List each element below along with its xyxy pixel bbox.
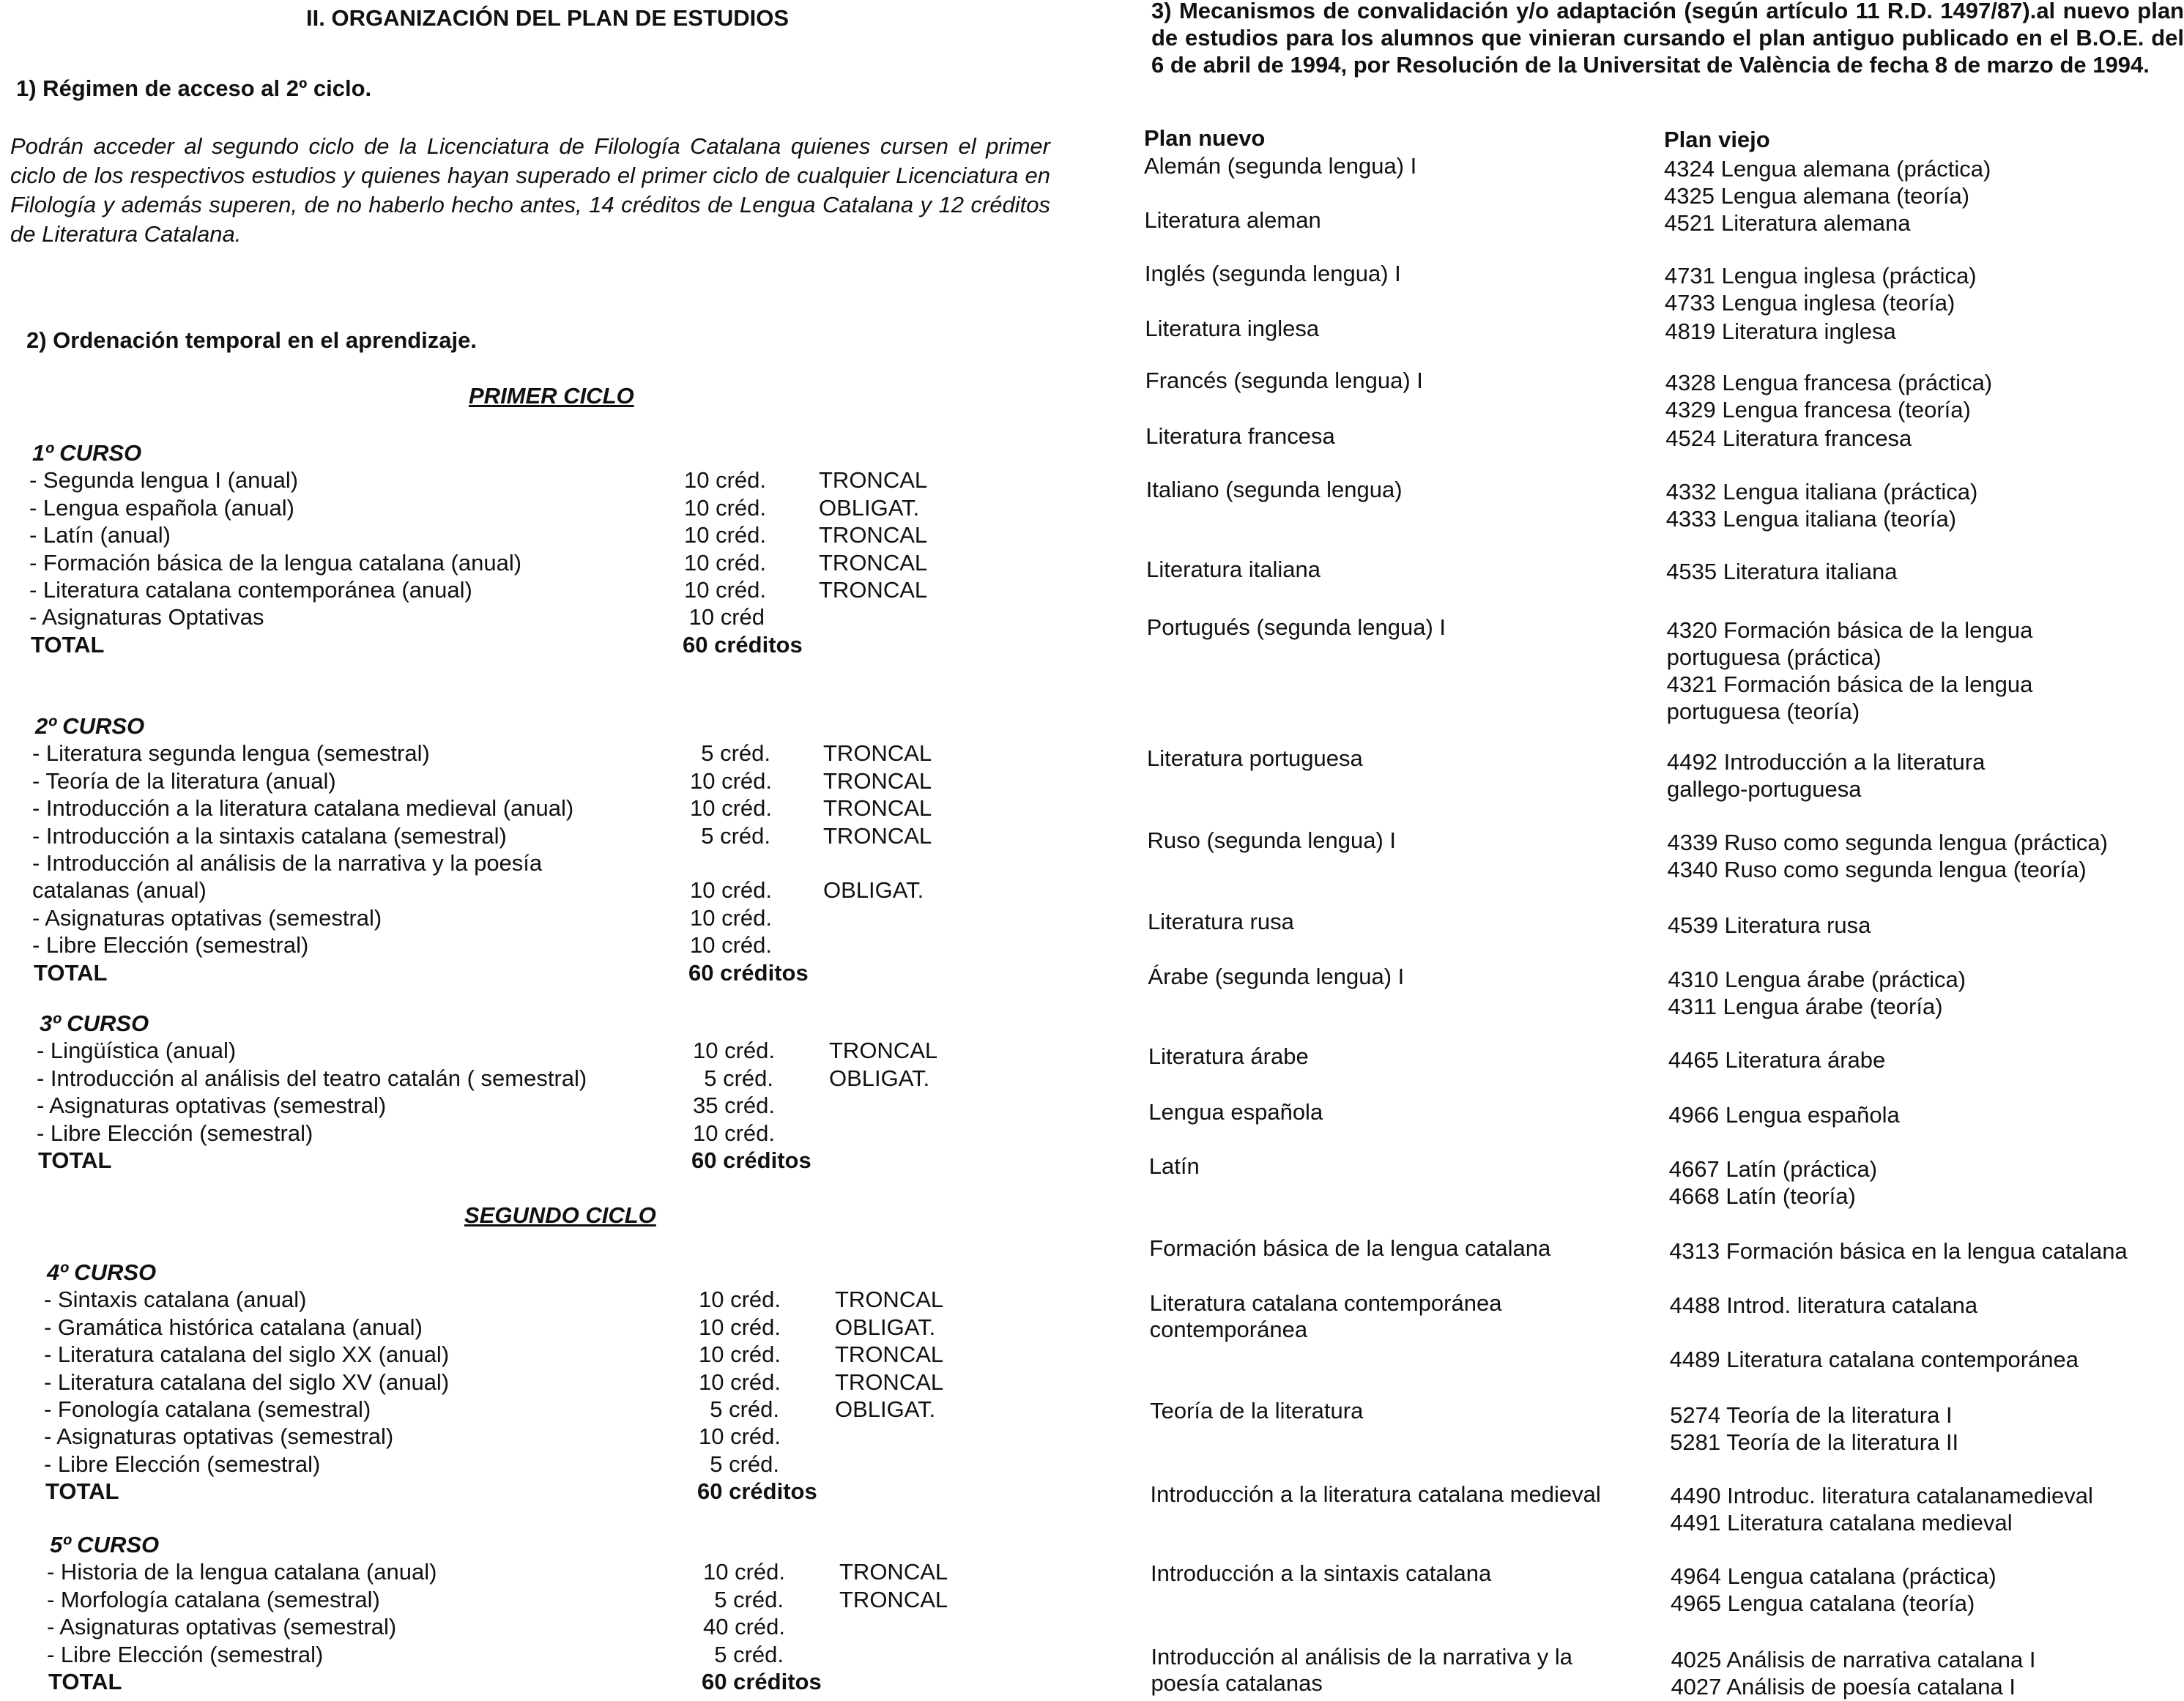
subject-name: - Teoría de la literatura (anual) (32, 767, 336, 794)
plan-viejo-subject: 4340 Ruso como segunda lengua (teoría) (1667, 857, 2087, 882)
subject-credits: 10 créd. (699, 1341, 781, 1368)
plan-viejo-header: Plan viejo (1664, 127, 1770, 152)
plan-nuevo-subject: Introducción a la sintaxis catalana (1151, 1560, 1492, 1586)
plan-viejo-subject: 4311 Lengua árabe (teoría) (1668, 994, 1943, 1019)
course-title: 4º CURSO (47, 1259, 157, 1285)
subject-name: - Literatura catalana contemporánea (anual) (29, 577, 472, 603)
plan-viejo-subject: 4333 Lengua italiana (teoría) (1665, 506, 1957, 532)
temporal-order-heading: 2) Ordenación temporal en el aprendizaje. (26, 327, 478, 353)
total-value: 60 créditos (702, 1669, 822, 1694)
total-value: 60 créditos (683, 631, 803, 658)
plan-viejo-subject: 4667 Latín (práctica) (1668, 1156, 1878, 1182)
plan-viejo-subject: 4328 Lengua francesa (práctica) (1665, 370, 1993, 395)
plan-nuevo-subject: Ruso (segunda lengua) I (1147, 827, 1397, 853)
subject-credits: 35 créd. (693, 1093, 776, 1119)
section-title: II. ORGANIZACIÓN DEL PLAN DE ESTUDIOS (306, 5, 790, 31)
subject-credits: 5 créd. (710, 1451, 779, 1477)
subject-credits: 10 créd. (690, 904, 773, 931)
subject-name: - Segunda lengua I (anual) (29, 467, 299, 494)
course-title: 1º CURSO (32, 440, 142, 466)
subject-name: - Lengua española (anual) (29, 494, 294, 521)
primer-ciclo-heading: PRIMER CICLO (469, 383, 634, 409)
plan-nuevo-subject: Francés (segunda lengua) I (1145, 368, 1423, 393)
subject-credits: 10 créd. (699, 1423, 781, 1450)
subject-type: TRONCAL (819, 549, 928, 576)
plan-viejo-subject: 4321 Formación básica de la lengua (1666, 671, 2033, 697)
subject-name: - Introducción al análisis de la narrativa y la poesía (32, 850, 543, 876)
access-regime-heading: 1) Régimen de acceso al 2º ciclo. (16, 75, 372, 101)
plan-viejo-subject: 4310 Lengua árabe (práctica) (1668, 967, 1966, 992)
plan-nuevo-subject: Literatura francesa (1145, 423, 1335, 449)
plan-viejo-subject: 4489 Literatura catalana contemporánea (1669, 1347, 2079, 1372)
plan-viejo-subject: portuguesa (práctica) (1666, 644, 1882, 670)
subject-type: OBLIGAT. (835, 1396, 936, 1422)
subject-credits: 10 créd. (684, 522, 767, 548)
plan-viejo-subject: 4521 Literatura alemana (1664, 210, 1911, 236)
subject-type: TRONCAL (839, 1586, 948, 1612)
subject-type: TRONCAL (835, 1287, 944, 1313)
plan-viejo-subject: 4488 Introd. literatura catalana (1669, 1292, 1978, 1318)
plan-nuevo-subject: poesía catalanas (1151, 1670, 1323, 1696)
subject-type: TRONCAL (819, 467, 928, 494)
subject-name: catalanas (anual) (32, 877, 207, 904)
subject-name: - Historia de la lengua catalana (anual) (47, 1559, 437, 1585)
subject-name: - Introducción a la literatura catalana medieval (anual) (32, 795, 574, 822)
plan-nuevo-subject: Introducción a la literatura catalana medieval (1150, 1481, 1601, 1507)
subject-credits: 5 créd. (701, 822, 770, 849)
subject-credits: 10 créd. (690, 767, 773, 794)
total-label: TOTAL (34, 959, 108, 986)
subject-type: OBLIGAT. (829, 1065, 930, 1091)
subject-type: TRONCAL (823, 767, 932, 794)
total-value: 60 créditos (688, 959, 809, 986)
plan-viejo-subject: 4668 Latín (teoría) (1668, 1183, 1856, 1209)
subject-credits: 10 créd. (699, 1314, 781, 1340)
subject-credits: 10 créd (688, 604, 765, 630)
plan-viejo-subject: 4332 Lengua italiana (práctica) (1665, 479, 1978, 505)
plan-viejo-subject: 4492 Introducción a la literatura (1667, 749, 1986, 775)
subject-credits: 10 créd. (703, 1559, 786, 1585)
subject-name: - Formación básica de la lengua catalana (anual) (29, 549, 522, 576)
plan-nuevo-subject: Literatura portuguesa (1147, 745, 1363, 771)
subject-type: TRONCAL (823, 740, 932, 767)
total-value: 60 créditos (691, 1147, 811, 1173)
plan-nuevo-subject: Lengua española (1148, 1099, 1323, 1125)
plan-viejo-subject: 4320 Formación básica de la lengua (1666, 617, 2033, 643)
subject-name: - Sintaxis catalana (anual) (44, 1287, 307, 1313)
segundo-ciclo-heading: SEGUNDO CICLO (464, 1202, 656, 1228)
subject-name: - Libre Elección (semestral) (47, 1641, 324, 1667)
plan-viejo-subject: 4325 Lengua alemana (teoría) (1664, 183, 1970, 209)
plan-viejo-subject: 4731 Lengua inglesa (práctica) (1664, 263, 1977, 289)
subject-name: - Lingüística (anual) (37, 1038, 237, 1064)
plan-nuevo-subject: Italiano (segunda lengua) (1145, 477, 1403, 502)
subject-credits: 10 créd. (699, 1287, 781, 1313)
total-value: 60 créditos (697, 1478, 817, 1505)
subject-type: TRONCAL (829, 1038, 938, 1064)
plan-viejo-subject: 4965 Lengua catalana (teoría) (1671, 1590, 1975, 1616)
plan-nuevo-subject: Literatura catalana contemporánea (1149, 1290, 1502, 1316)
plan-nuevo-subject: Literatura inglesa (1145, 316, 1320, 341)
subject-credits: 40 créd. (703, 1614, 786, 1640)
plan-viejo-subject: 4491 Literatura catalana medieval (1670, 1510, 2013, 1536)
subject-credits: 5 créd. (710, 1396, 779, 1422)
subject-type: TRONCAL (839, 1559, 948, 1585)
plan-nuevo-subject: Literatura italiana (1146, 557, 1321, 582)
plan-nuevo-subject: Literatura rusa (1147, 909, 1294, 934)
subject-credits: 10 créd. (684, 494, 767, 521)
plan-viejo-subject: 4964 Lengua catalana (práctica) (1671, 1563, 1997, 1589)
subject-credits: 10 créd. (699, 1369, 781, 1395)
plan-nuevo-subject: Formación básica de la lengua catalana (1149, 1235, 1551, 1261)
subject-name: - Libre Elección (semestral) (37, 1120, 313, 1146)
total-label: TOTAL (48, 1669, 122, 1694)
plan-viejo-subject: 5274 Teoría de la literatura I (1670, 1402, 1953, 1428)
subject-type: TRONCAL (835, 1341, 944, 1368)
plan-viejo-subject: 4324 Lengua alemana (práctica) (1664, 156, 1991, 182)
plan-nuevo-header: Plan nuevo (1144, 125, 1266, 151)
subject-name: - Literatura catalana del siglo XX (anual) (44, 1341, 450, 1368)
subject-credits: 10 créd. (690, 877, 773, 904)
plan-viejo-subject: 5281 Teoría de la literatura II (1670, 1429, 1959, 1455)
course-title: 5º CURSO (50, 1532, 160, 1557)
subject-name: - Literatura catalana del siglo XV (anual) (44, 1369, 450, 1395)
plan-nuevo-subject: Literatura aleman (1144, 207, 1321, 233)
plan-nuevo-subject: Inglés (segunda lengua) I (1144, 261, 1401, 286)
subject-name: - Latín (anual) (29, 522, 171, 548)
subject-name: - Introducción al análisis del teatro catalán ( semestral) (37, 1065, 587, 1091)
total-label: TOTAL (31, 631, 105, 658)
subject-type: TRONCAL (819, 577, 928, 603)
subject-type: OBLIGAT. (823, 877, 924, 904)
plan-nuevo-subject: Árabe (segunda lengua) I (1148, 964, 1405, 989)
subject-credits: 5 créd. (714, 1641, 784, 1667)
plan-viejo-subject: 4819 Literatura inglesa (1665, 319, 1896, 344)
subject-name: - Literatura segunda lengua (semestral) (32, 740, 430, 767)
subject-credits: 10 créd. (684, 467, 767, 494)
subject-name: - Fonología catalana (semestral) (44, 1396, 371, 1422)
subject-credits: 10 créd. (693, 1038, 776, 1064)
subject-name: - Gramática histórica catalana (anual) (44, 1314, 423, 1340)
subject-type: TRONCAL (835, 1369, 944, 1395)
course-title: 3º CURSO (40, 1010, 149, 1036)
subject-credits: 10 créd. (693, 1120, 776, 1146)
subject-name: - Libre Elección (semestral) (32, 932, 309, 959)
subject-name: - Asignaturas optativas (semestral) (44, 1423, 394, 1450)
subject-type: OBLIGAT. (835, 1314, 936, 1340)
plan-viejo-subject: 4025 Análisis de narrativa catalana I (1671, 1647, 2036, 1672)
plan-viejo-subject: 4313 Formación básica en la lengua catalana (1669, 1238, 2128, 1264)
plan-viejo-subject: 4966 Lengua española (1668, 1102, 1900, 1128)
subject-type: TRONCAL (819, 522, 928, 548)
plan-nuevo-subject: Introducción al análisis de la narrativa y la (1151, 1644, 1572, 1670)
subject-type: TRONCAL (823, 822, 932, 849)
subject-name: - Asignaturas optativas (semestral) (32, 904, 382, 931)
total-label: TOTAL (45, 1478, 119, 1505)
total-label: TOTAL (38, 1147, 112, 1173)
plan-nuevo-subject: Alemán (segunda lengua) I (1144, 153, 1417, 179)
plan-viejo-subject: 4539 Literatura rusa (1667, 912, 1871, 938)
convalidation-heading: 3) Mecanismos de convalidación y/o adaptación (según artículo 11 R.D. 1497/87).al nuevo plan de estudios para los alumnos que vinieran cursando el plan antiguo publicado en el B.O.E. del 6 de abril de 1994, por Resolución de la Universitat de València de fecha 8 de marzo de 1994. (1151, 0, 2184, 78)
plan-viejo-subject: 4329 Lengua francesa (teoría) (1665, 397, 1971, 423)
subject-type: TRONCAL (823, 795, 932, 822)
plan-viejo-subject: portuguesa (teoría) (1666, 699, 1860, 724)
subject-name: - Introducción a la sintaxis catalana (semestral) (32, 822, 507, 849)
subject-name: - Asignaturas optativas (semestral) (37, 1093, 387, 1119)
plan-nuevo-subject: contemporánea (1149, 1317, 1308, 1342)
plan-viejo-subject: 4535 Literatura italiana (1666, 559, 1898, 584)
subject-credits: 5 créd. (701, 740, 770, 767)
subject-credits: 5 créd. (714, 1586, 784, 1612)
plan-viejo-subject: 4027 Análisis de poesía catalana I (1671, 1674, 2016, 1700)
subject-type: OBLIGAT. (819, 494, 920, 521)
subject-credits: 10 créd. (690, 932, 773, 959)
subject-credits: 10 créd. (684, 577, 767, 603)
plan-viejo-subject: gallego-portuguesa (1667, 776, 1862, 802)
subject-name: - Libre Elección (semestral) (44, 1451, 321, 1477)
plan-viejo-subject: 4339 Ruso como segunda lengua (práctica) (1667, 830, 2108, 855)
plan-nuevo-subject: Portugués (segunda lengua) I (1146, 614, 1446, 640)
plan-nuevo-subject: Teoría de la literatura (1150, 1398, 1364, 1423)
subject-name: - Asignaturas optativas (semestral) (47, 1614, 397, 1640)
plan-nuevo-subject: Literatura árabe (1148, 1043, 1309, 1069)
subject-credits: 10 créd. (690, 795, 773, 822)
plan-viejo-subject: 4733 Lengua inglesa (teoría) (1664, 290, 1955, 316)
access-regime-text: Podrán acceder al segundo ciclo de la Licenciatura de Filología Catalana quienes cursen el primer ciclo de los respectivos estudios y quienes hayan superado el primer ciclo de cualquier Licenciatura en Filología y además superen, de no haberlo hecho antes, 14 créditos de Lengua Catalana y 12 créditos de Literatura Catalana. (10, 133, 1050, 247)
course-title: 2º CURSO (35, 713, 145, 739)
subject-credits: 10 créd. (684, 549, 767, 576)
subject-name: - Asignaturas Optativas (29, 604, 264, 630)
plan-viejo-subject: 4490 Introduc. literatura catalanamedieval (1670, 1483, 2093, 1508)
subject-name: - Morfología catalana (semestral) (47, 1586, 380, 1612)
plan-viejo-subject: 4524 Literatura francesa (1665, 425, 1912, 451)
plan-viejo-subject: 4465 Literatura árabe (1668, 1047, 1886, 1073)
plan-nuevo-subject: Latín (1148, 1153, 1200, 1179)
subject-credits: 5 créd. (704, 1065, 773, 1091)
